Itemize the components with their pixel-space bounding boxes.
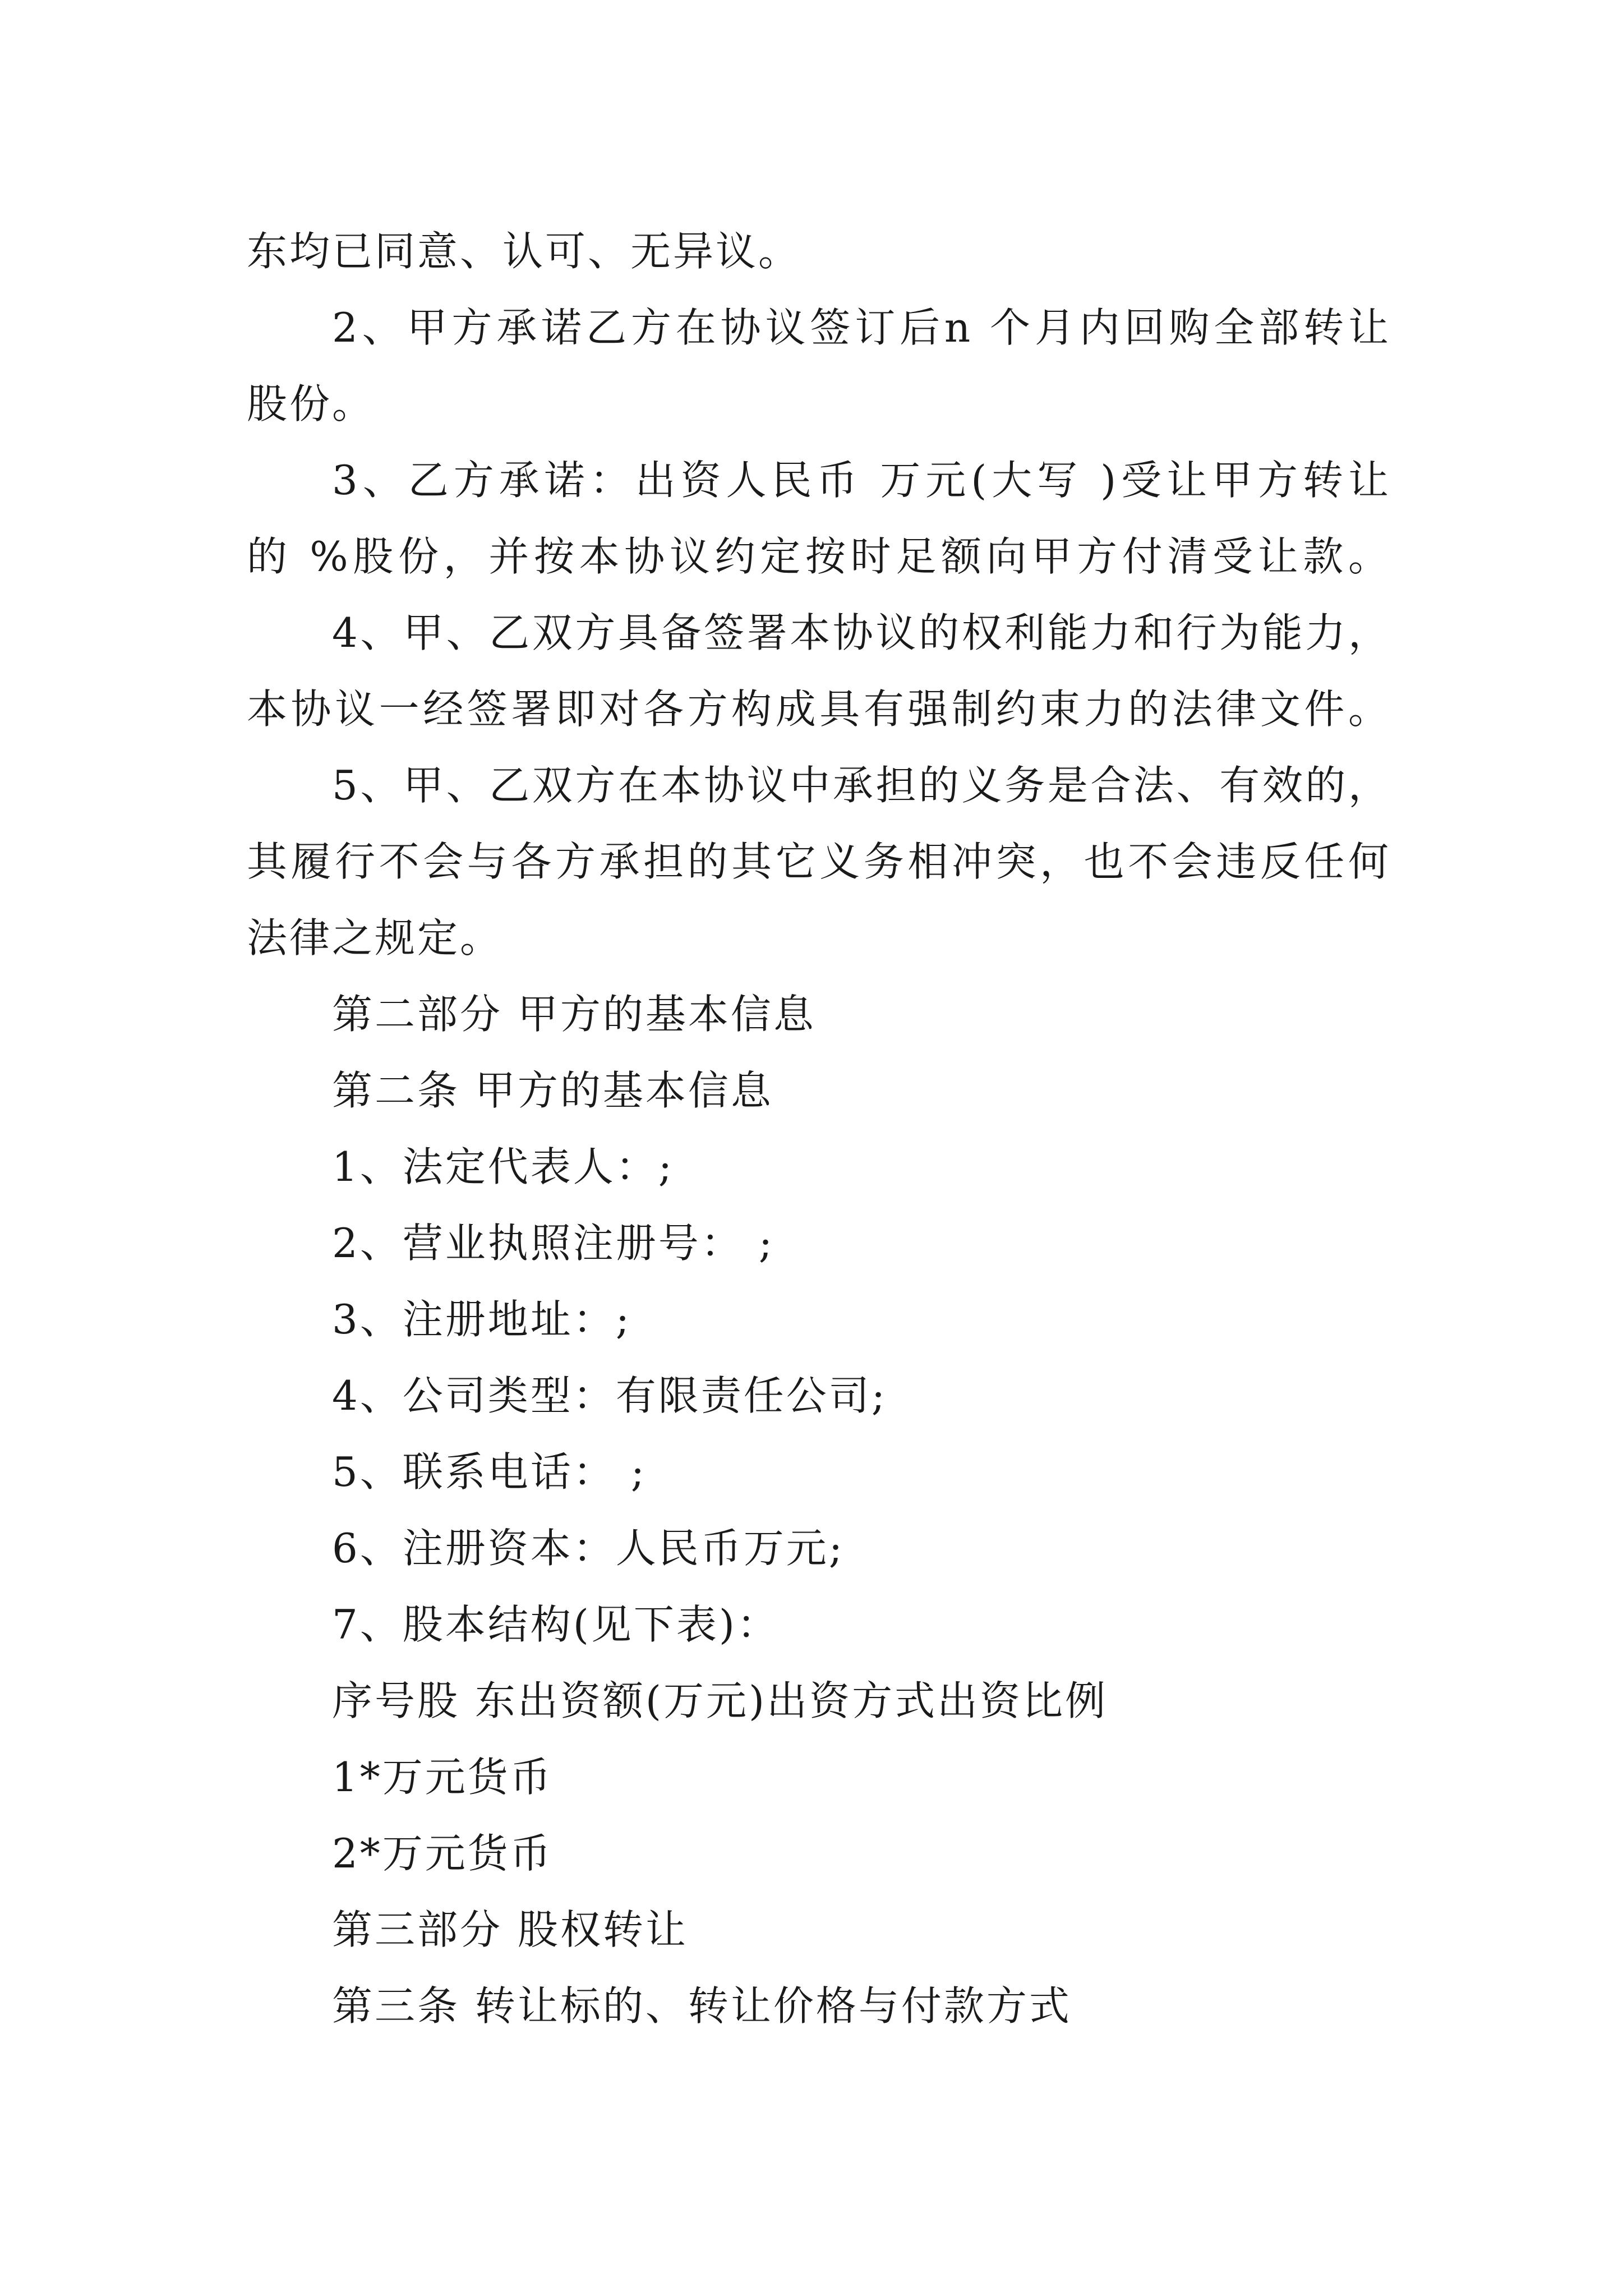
text-line: 3、乙方承诺：出资人民币 万元(大写 )受让甲方转让 — [332, 457, 1391, 504]
text-line: 的 %股份，并按本协议约定按时足额向甲方付清受让款。 — [247, 533, 1391, 580]
text-line: 2、甲方承诺乙方在协议签订后n 个月内回购全部转让 — [332, 304, 1391, 351]
article-heading: 第三条 转让标的、转让价格与付款方式 — [332, 1982, 1072, 2030]
document-body — [247, 213, 1391, 2044]
section-heading: 第三部分 股权转让 — [332, 1906, 688, 1953]
text-line: 其履行不会与各方承担的其它义务相冲突，也不会违反任何 — [247, 838, 1391, 885]
table-row-line: 1*万元货币 — [332, 1754, 553, 1801]
table-header-line: 序号股 东出资额(万元)出资方式出资比例 — [332, 1677, 1108, 1724]
text-line: 4、甲、乙双方具备签署本协议的权利能力和行为能力， — [332, 609, 1391, 656]
text-line: 东均已同意、认可、无异议。 — [247, 228, 801, 275]
section-heading: 第二部分 甲方的基本信息 — [332, 991, 816, 1038]
text-line: 股份。 — [247, 380, 375, 427]
info-item: 7、股本结构(见下表)： — [332, 1601, 780, 1648]
info-item: 5、联系电话： ; — [332, 1448, 647, 1496]
article-heading: 第二条 甲方的基本信息 — [332, 1067, 773, 1114]
text-line: 本协议一经签署即对各方构成具有强制约束力的法律文件。 — [247, 685, 1391, 733]
text-line: 法律之规定。 — [247, 914, 503, 961]
info-item: 3、注册地址：; — [332, 1296, 632, 1343]
info-item: 2、营业执照注册号： ; — [332, 1220, 774, 1267]
info-item: 4、公司类型：有限责任公司; — [332, 1372, 888, 1419]
table-row-line: 2*万元货币 — [332, 1830, 553, 1877]
text-line: 5、甲、乙双方在本协议中承担的义务是合法、有效的， — [332, 762, 1391, 809]
info-item: 1、法定代表人：; — [332, 1143, 675, 1190]
info-item: 6、注册资本：人民币万元; — [332, 1525, 845, 1572]
